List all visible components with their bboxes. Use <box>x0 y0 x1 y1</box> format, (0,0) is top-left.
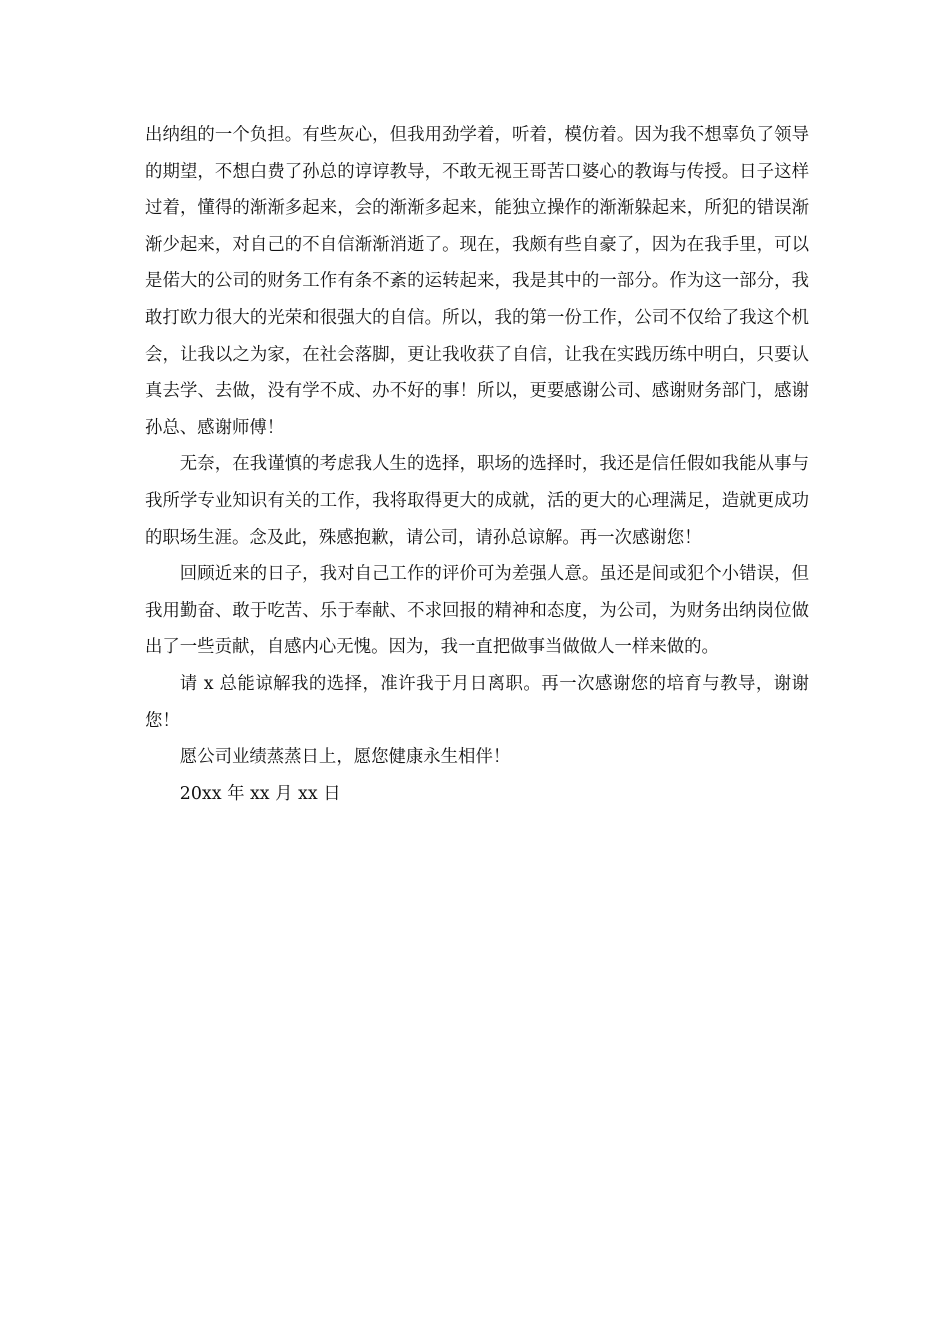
paragraph-continuation: 出纳组的一个负担。有些灰心，但我用劲学着，听着，模仿着。因为我不想辜负了领导的期望，不想白费了孙总的谆谆教导，不敢无视王哥苦口婆心的教诲与传授。日子这样过着，懂得的渐渐多起来，会的渐渐多起来，能独立操作的渐渐躲起来，所犯的错误渐渐少起来，对自己的不自信渐渐消逝了。现在，我颇有些自豪了，因为在我手里，可以是偌大的公司的财务工作有条不紊的运转起来，我是其中的一部分。作为这一部分，我敢打欧力很大的光荣和很强大的自信。所以，我的第一份工作，公司不仅给了我这个机会，让我以之为家，在社会落脚，更让我收获了自信，让我在实践历练中明白，只要认真去学、去做，没有学不成、办不好的事！所以，更要感谢公司、感谢财务部门，感谢孙总、感谢师傅！ <box>145 125 809 438</box>
paragraph-request: 请 x 总能谅解我的选择，准许我于月日离职。再一次感谢您的培育与教导，谢谢您！ <box>145 673 809 731</box>
paragraph-wishes: 愿公司业绩蒸蒸日上，愿您健康永生相伴！ <box>179 747 511 768</box>
letter-date: 20xx 年 xx 月 xx 日 <box>179 783 341 804</box>
letter-body <box>145 117 809 812</box>
paragraph-reason: 无奈，在我谨慎的考虑我人生的选择，职场的选择时，我还是信任假如我能从事与我所学专业知识有关的工作，我将取得更大的成就，活的更大的心理满足，造就更成功的职场生涯。念及此，殊感抱歉，请公司，请孙总谅解。再一次感谢您！ <box>145 454 809 548</box>
paragraph-review: 回顾近来的日子，我对自己工作的评价可为差强人意。虽还是间或犯个小错误，但我用勤奋、敢于吃苦、乐于奉献、不求回报的精神和态度，为公司，为财务出纳岗位做出了一些贡献，自感内心无愧。因为，我一直把做事当做做人一样来做的。 <box>145 564 809 658</box>
